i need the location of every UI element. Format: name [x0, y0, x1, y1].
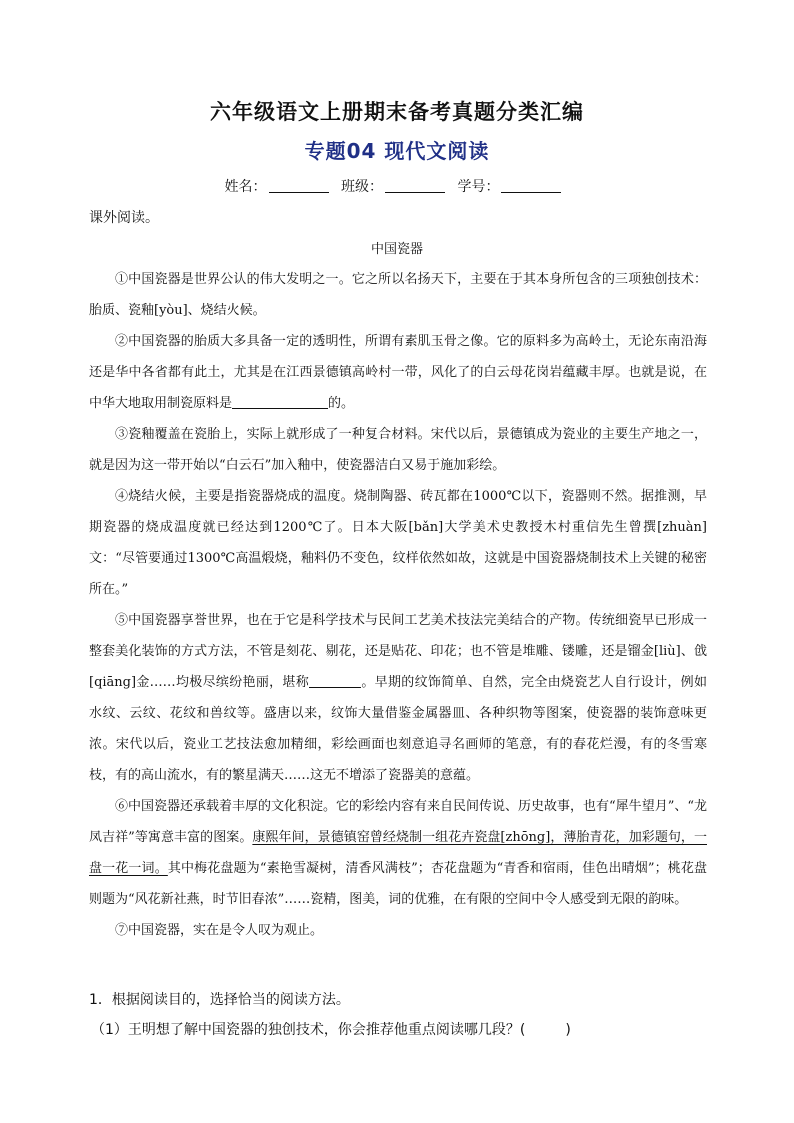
essay-title: 中国瓷器: [370, 242, 423, 257]
essay-paragraph-3: ③瓷釉覆盖在瓷胎上，实际上就形成了一种复合材料。宋代以后，景德镇成为瓷业的主要生产地之一，就是因为这一带开始以“白云石”加入釉中，使瓷器洁白又易于施加彩绘。: [89, 427, 707, 473]
question-1-1: [89, 1015, 707, 1045]
essay-paragraph-6: [89, 791, 707, 915]
question-1: 1．根据阅读目的，选择恰当的阅读方法。: [89, 992, 350, 1008]
class-blank[interactable]: [385, 178, 445, 193]
name-blank[interactable]: [269, 178, 329, 193]
class-label: 班级：: [341, 179, 383, 195]
essay-paragraph-2: [89, 326, 707, 419]
document-subtitle: 专题04 现代文阅读: [304, 139, 490, 163]
essay-paragraph-5-text-b: 。早期的纹饰简单、自然，完全由烧瓷艺人自行设计，例如水纹、云纹、花纹和兽纹等。盛唐以来，纹饰大量借鉴金属器皿、各种织物等图案，使瓷器的装饰意味更浓。宋代以后，瓷业工艺技法愈加精细，彩绘画面也刻意追寻名画师的笔意，有的春花烂漫，有的冬雪寒枝，有的高山流水，有的繁星满天……这无不增添了瓷器美的意蕴。: [89, 675, 707, 783]
essay-paragraph-7: ⑦中国瓷器，实在是令人叹为观止。: [115, 923, 324, 938]
essay-paragraph-5-text-a: ⑤中国瓷器享誉世界，也在于它是科学技术与民间工艺美术技法完美结合的产物。传统细瓷早已形成一整套美化装饰的方式方法，不管是刻花、剔花，还是贴花、印花；也不管是堆雕、镂雕，还是镏金[liù]、戗[qiāng]金……均极尽缤纷艳丽，堪称: [89, 613, 707, 690]
underlined-sentence: 康熙年间，景德镇窑曾经烧制一组花卉瓷盘[zhōng]，薄胎青花，加彩题句，一盘一花一词。: [89, 830, 707, 876]
essay-paragraph-6-text-b: 其中梅花盘题为“素艳雪凝树，清香风满枝”；杏花盘题为“青香和宿雨，佳色出晴烟”；桃花盘则题为“风花新社燕，时节旧春浓”……瓷精，图美，词的优雅，在有限的空间中令人感受到无限的韵味。: [89, 861, 707, 907]
name-label: 姓名：: [224, 179, 267, 195]
fill-blank-2[interactable]: [309, 673, 361, 688]
essay-paragraph-2-text-b: 的。: [328, 396, 355, 411]
student-info-line: [0, 176, 794, 196]
fill-blank-1[interactable]: [232, 394, 328, 409]
id-label: 学号：: [457, 179, 500, 195]
question-1-1-text: （1）王明想了解中国瓷器的独创技术，你会推荐他重点阅读哪几段？(: [91, 1022, 526, 1038]
section-intro: 课外阅读。: [89, 210, 159, 226]
questions-section: [89, 985, 707, 1045]
document-title: 六年级语文上册期末备考真题分类汇编: [210, 100, 584, 124]
essay-body: [89, 264, 707, 946]
id-blank[interactable]: [501, 178, 561, 193]
essay-paragraph-1: ①中国瓷器是世界公认的伟大发明之一。它之所以名扬天下，主要在于其本身所包含的三项独创技术：胎质、瓷釉[yòu]、烧结火候。: [89, 272, 707, 318]
essay-paragraph-6-text-a: ⑥中国瓷器还承载着丰厚的文化积淀。它的彩绘内容有来自民间传说、历史故事，也有“犀牛望月”、“龙凤吉祥”等寓意丰富的图案。: [89, 799, 707, 845]
question-1-1-close: ): [565, 1022, 571, 1038]
essay-paragraph-2-text-a: ②中国瓷器的胎质大多具备一定的透明性，所谓有素肌玉骨之像。它的原料多为高岭土，无论东南沿海还是华中各省都有此土，尤其是在江西景德镇高岭村一带，风化了的白云母花岗岩蕴藏丰厚。也就是说，在中华大地取用制瓷原料是: [89, 334, 707, 411]
essay-paragraph-4: ④烧结火候，主要是指瓷器烧成的温度。烧制陶器、砖瓦都在1000℃以下，瓷器则不然。据推测，早期瓷器的烧成温度就已经达到1200℃了。日本大阪[bǎn]大学美术史教授木村重信先生曾撰[zhuàn]文：“尽管要通过1300℃高温煅烧，釉料仍不变色，纹样依然如故，这就是中国瓷器烧制技术上关键的秘密所在。”: [89, 489, 707, 597]
essay-paragraph-5: [89, 605, 707, 791]
